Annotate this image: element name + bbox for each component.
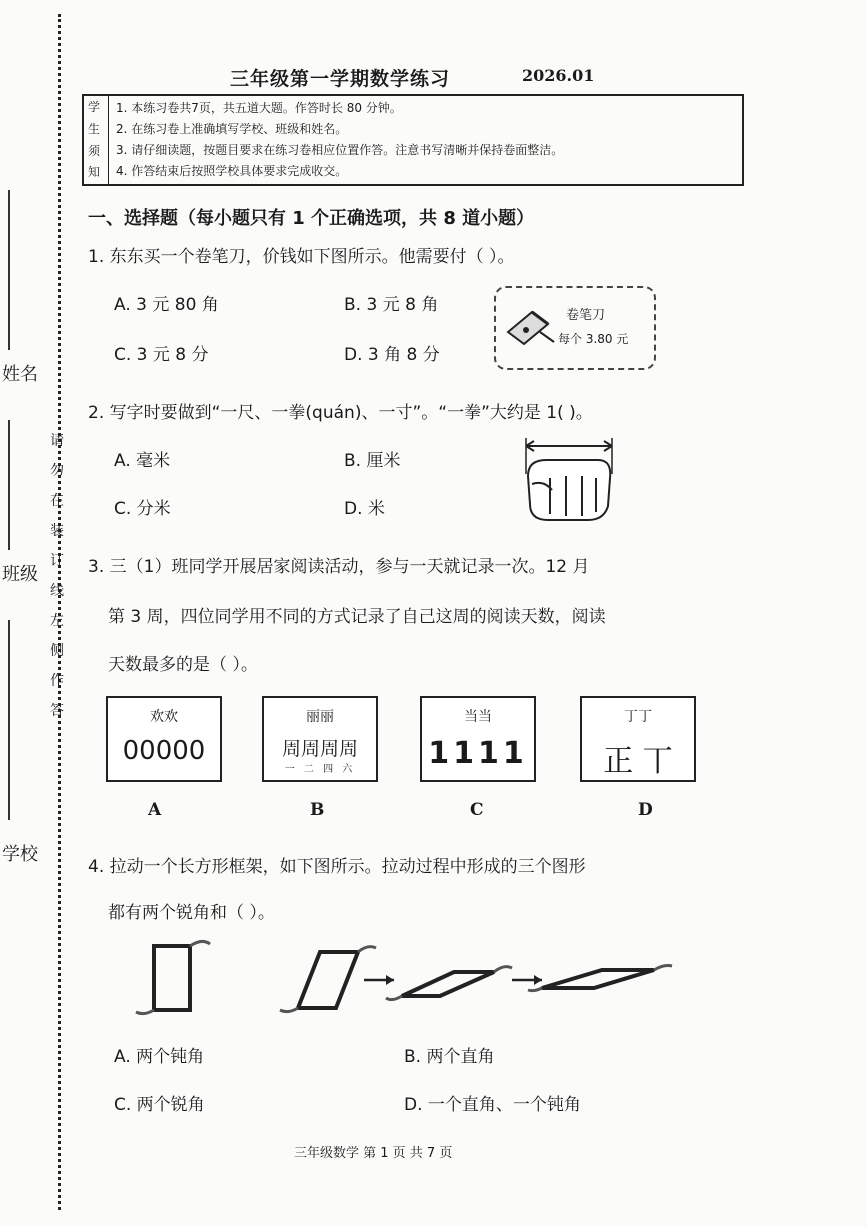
question-2-stem: 2. 写字时要做到“一尺、一拳(quán)、一寸”。“一拳”大约是 1( )。 [88,403,593,423]
notice-side-char: 须 [88,144,101,158]
student-name: 丁丁 [624,709,652,725]
notice-side-char: 知 [88,165,101,179]
warning-char: 线 [50,583,64,599]
q1-option-c[interactable]: C. 3 元 8 分 [114,345,209,365]
warning-char: 订 [50,553,64,569]
option-letter[interactable]: C [470,800,484,820]
binding-line [8,620,10,820]
q1-option-d[interactable]: D. 3 角 8 分 [344,345,440,365]
q1-option-a[interactable]: A. 3 元 80 角 [114,295,219,315]
binding-line [8,190,10,350]
q4-option-c[interactable]: C. 两个锐角 [114,1095,205,1115]
option-letter[interactable]: A [148,800,162,820]
warning-char: 作 [50,673,64,689]
student-name: 当当 [464,709,492,725]
warning-char: 装 [50,523,64,539]
warning-char: 答 [50,703,64,719]
notice-item: 3. 请仔细读题，按题目要求在练习卷相应位置作答。注意书写清晰并保持卷面整洁。 [116,143,564,157]
notice-box [82,94,744,186]
page-title: 三年级第一学期数学练习 [230,68,451,90]
notice-side-char: 学 [88,100,101,114]
question-3-stem-line: 3. 三（1）班同学开展居家阅读活动，参与一天就记录一次。12 月 [88,557,590,577]
question-3-stem-line: 天数最多的是（ ）。 [108,655,258,675]
item-price: 每个 3.80 元 [558,332,629,346]
page-footer: 三年级数学 第 1 页 共 7 页 [294,1146,453,1161]
pencil-sharpener-icon [502,302,558,352]
name-label: 姓名 [2,364,38,385]
q2-option-d[interactable]: D. 米 [344,499,385,519]
exam-date: 2026.01 [522,66,595,85]
q4-option-b[interactable]: B. 两个直角 [404,1047,495,1067]
record-card-a [106,696,222,782]
q1-option-b[interactable]: B. 3 元 8 角 [344,295,439,315]
reading-record: 00000 [122,736,206,766]
question-4-stem-line: 4. 拉动一个长方形框架，如下图所示。拉动过程中形成的三个图形 [88,857,586,877]
notice-side-label [84,96,109,184]
option-letter[interactable]: D [638,800,653,820]
student-name: 欢欢 [150,709,178,725]
warning-char: 侧 [50,643,64,659]
notice-item: 4. 作答结束后按照学校具体要求完成收交。 [116,164,348,178]
question-3-stem-line: 第 3 周，四位同学用不同的方式记录了自己这周的阅读天数，阅读 [108,607,606,627]
binding-strip [0,150,44,1190]
q2-option-a[interactable]: A. 毫米 [114,451,171,471]
record-card-c [420,696,536,782]
q4-option-a[interactable]: A. 两个钝角 [114,1047,205,1067]
question-4-stem-line: 都有两个锐角和（ ）。 [108,903,275,923]
item-name: 卷笔刀 [566,308,606,323]
warning-char: 勿 [50,463,64,479]
section-title: 一、选择题（每小题只有 1 个正确选项，共 8 道小题） [88,208,535,229]
student-name: 丽丽 [306,709,334,725]
warning-char: 在 [50,493,64,509]
warning-char: 左 [50,613,64,629]
reading-record-days: 一 二 四 六 [284,764,356,775]
reading-record: 正 丅 [603,744,673,779]
school-label: 学校 [2,844,38,865]
notice-item: 2. 在练习卷上准确填写学校、班级和姓名。 [116,122,348,136]
binding-warning [46,426,68,726]
q2-option-b[interactable]: B. 厘米 [344,451,401,471]
price-tag [494,286,656,370]
option-letter[interactable]: B [310,800,325,820]
reading-record: 周周周周 [281,738,358,760]
frame-diagram [124,934,684,1024]
binding-line [8,420,10,550]
record-card-b [262,696,378,782]
notice-side-char: 生 [88,122,101,136]
q4-option-d[interactable]: D. 一个直角、一个钝角 [404,1095,581,1115]
notice-list [116,98,563,182]
reading-record: 1111 [428,736,528,771]
question-1-stem: 1. 东东买一个卷笔刀，价钱如下图所示。他需要付（ ）。 [88,247,515,267]
notice-item: 1. 本练习卷共7页，共五道大题。作答时长 80 分钟。 [116,101,402,115]
q2-option-c[interactable]: C. 分米 [114,499,171,519]
fist-icon [518,434,622,524]
class-label: 班级 [2,564,38,585]
warning-char: 请 [50,433,64,449]
record-card-d [580,696,696,782]
